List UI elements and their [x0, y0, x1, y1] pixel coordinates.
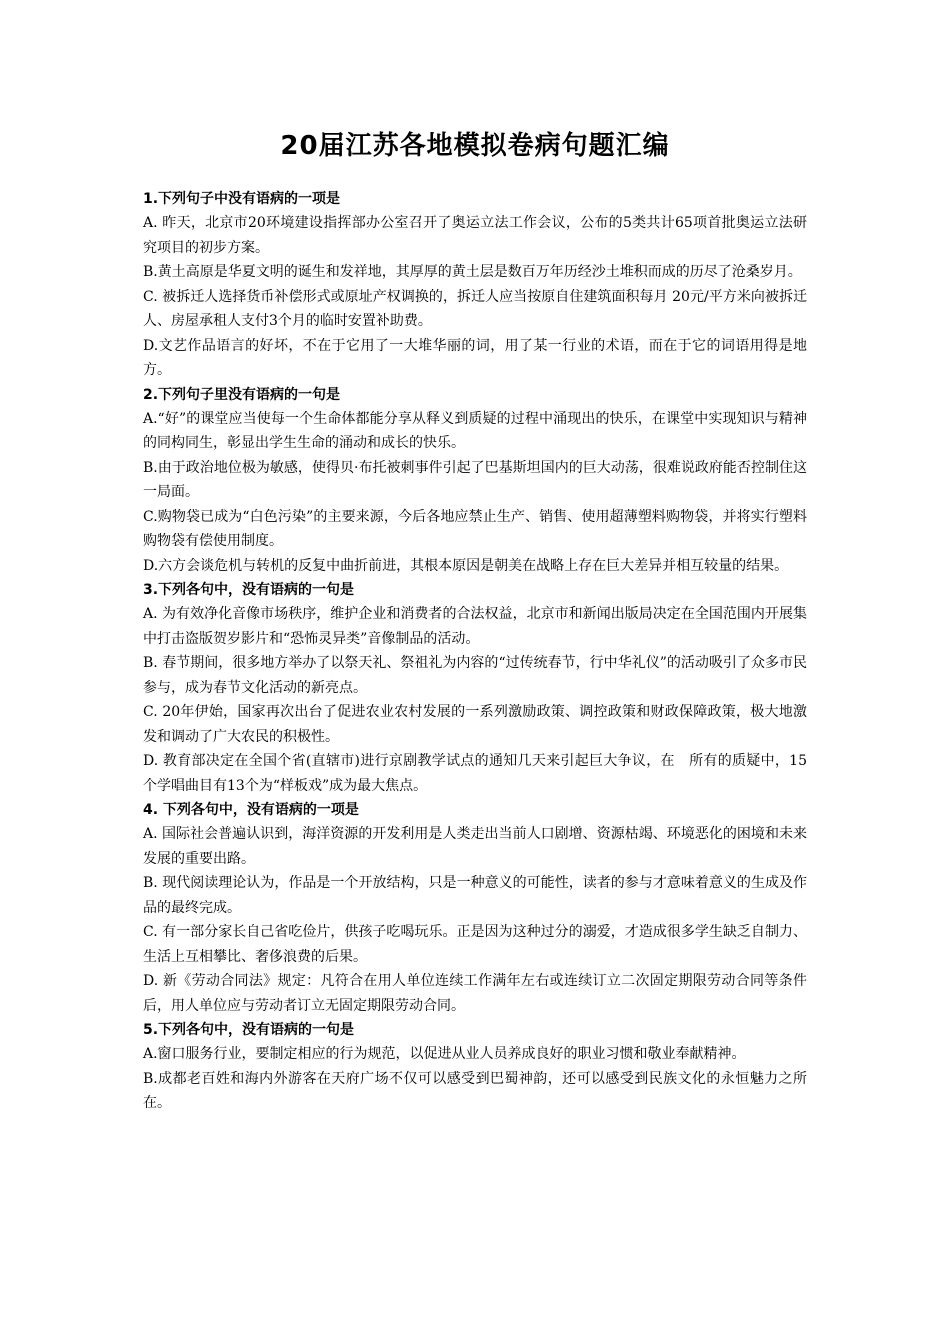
question-heading: 5.下列各句中，没有语病的一句是 [143, 1022, 355, 1038]
option-a: A. 为有效净化音像市场秩序，维护企业和消费者的合法权益，北京市和新闻出版局决定在全国范围内开展集中打击盗版贺岁影片和“恐怖灵异类”音像制品的活动。 [143, 606, 807, 647]
question-heading: 4. 下列各句中，没有语病的一项是 [143, 802, 359, 818]
question-4 [143, 798, 807, 1018]
document-page [143, 128, 807, 1116]
option-b: B. 现代阅读理论认为，作品是一个开放结构，只是一种意义的可能性，读者的参与才意味着意义的生成及作品的最终完成。 [143, 875, 807, 916]
option-c: C. 20年伊始，国家再次出台了促进农业农村发展的一系列激励政策、调控政策和财政保障政策，极大地激发和调动了广大农民的积极性。 [143, 704, 807, 745]
option-c: C. 有一部分家长自己省吃俭片，供孩子吃喝玩乐。正是因为这种过分的溺爱，才造成很多学生缺乏自制力、生活上互相攀比、奢侈浪费的后果。 [143, 924, 807, 965]
option-b: B.由于政治地位极为敏感，使得贝·布托被刺事件引起了巴基斯坦国内的巨大动荡，很难说政府能否控制住这一局面。 [143, 459, 807, 500]
question-heading: 2.下列句子里没有语病的一句是 [143, 386, 341, 403]
question-5 [143, 1018, 807, 1116]
option-b: B.黄土高原是华夏文明的诞生和发祥地，其厚厚的黄土层是数百万年历经沙土堆积而成的历尽了沧桑岁月。 [143, 264, 802, 280]
option-d: D. 教育部决定在全国个省(直辖市)进行京剧教学试点的通知几天来引起巨大争议，在 所有的质疑中，15个学唱曲目有13个为“样板戏”成为最大焦点。 [143, 753, 807, 794]
option-c: C.购物袋已成为“白色污染”的主要来源，今后各地应禁止生产、销售、使用超薄塑料购物袋，并将实行塑料购物袋有偿使用制度。 [143, 508, 807, 549]
question-1 [143, 187, 807, 383]
option-a: A. 昨天，北京市20环境建设指挥部办公室召开了奥运立法工作会议，公布的5类共计65项首批奥运立法研究项目的初步方案。 [143, 215, 807, 256]
option-a: A.窗口服务行业，要制定相应的行为规范，以促进从业人员养成良好的职业习惯和敬业奉献精神。 [143, 1046, 746, 1062]
option-b: B. 春节期间，很多地方举办了以祭天礼、祭祖礼为内容的“过传统春节，行中华礼仪”的活动吸引了众多市民参与，成为春节文化活动的新亮点。 [143, 655, 807, 696]
option-a: A. 国际社会普遍认识到，海洋资源的开发利用是人类走出当前人口剧增、资源枯竭、环境恶化的困境和未来发展的重要出路。 [143, 826, 807, 867]
question-2 [143, 383, 807, 579]
option-d: D. 新《劳动合同法》规定：凡符合在用人单位连续工作满年左右或连续订立二次固定期限劳动合同等条件后，用人单位应与劳动者订立无固定期限劳动合同。 [143, 973, 807, 1014]
option-d: D.六方会谈危机与转机的反复中曲折前进，其根本原因是朝美在战略上存在巨大差异并相互较量的结果。 [143, 557, 789, 574]
question-3 [143, 578, 807, 798]
question-heading: 3.下列各句中，没有语病的一句是 [143, 582, 355, 598]
document-title: 20届江苏各地模拟卷病句题汇编 [280, 131, 670, 161]
option-b: B.成都老百姓和海内外游客在天府广场不仅可以感受到巴蜀神韵，还可以感受到民族文化的永恒魅力之所在。 [143, 1070, 807, 1111]
option-c: C. 被拆迁人选择货币补偿形式或原址产权调换的，拆迁人应当按原自住建筑面积每月 20元/平方米向被拆迁人、房屋承租人支付3个月的临时安置补助费。 [143, 288, 807, 329]
question-heading: 1.下列句子中没有语病的一项是 [143, 191, 341, 207]
option-d: D.文艺作品语言的好坏，不在于它用了一大堆华丽的词，用了某一行业的术语，而在于它的词语用得是地方。 [143, 337, 807, 378]
option-a: A.“好”的课堂应当使每一个生命体都能分享从释义到质疑的过程中涌现出的快乐，在课堂中实现知识与精神的同构同生，彰显出学生生命的涌动和成长的快乐。 [143, 410, 807, 451]
